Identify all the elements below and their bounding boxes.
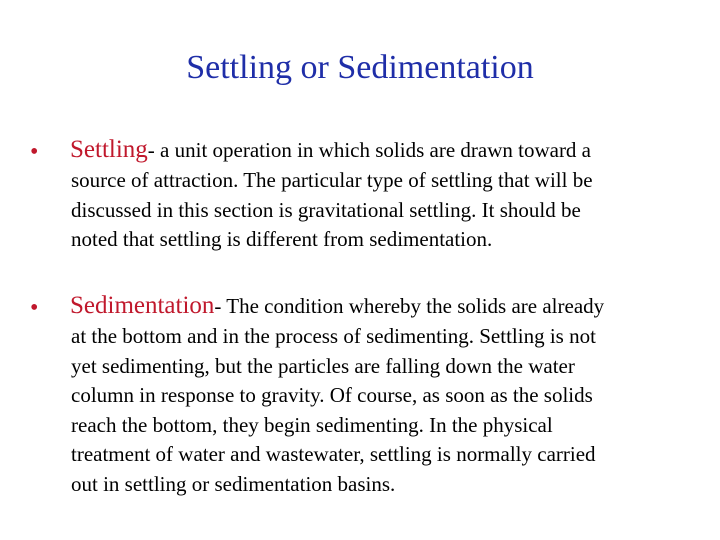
definition-line: yet sedimenting, but the particles are falling down the water [71, 353, 575, 378]
definition-line: reach the bottom, they begin sedimenting. In the physical [71, 412, 553, 437]
bullet-first-line [70, 290, 604, 322]
definition-lead: - The condition whereby the solids are already [214, 294, 605, 318]
definition-line: source of attraction. The particular type of settling that will be [71, 168, 593, 192]
definition-continuation [71, 322, 691, 499]
bullet-first-line [70, 134, 591, 166]
definition-line: noted that settling is different from sedimentation. [71, 227, 493, 251]
bullet-marker: • [30, 295, 39, 321]
term-sedimentation: Sedimentation [70, 292, 215, 319]
definition-line: at the bottom and in the process of sedimenting. Settling is not [71, 324, 596, 348]
definition-line: treatment of water and wastewater, settling is normally carried [71, 442, 596, 466]
definition-continuation [71, 166, 691, 255]
slide-title: Settling or Sedimentation [186, 49, 534, 86]
definition-line: column in response to gravity. Of course, as soon as the solids [71, 383, 593, 407]
term-settling: Settling [70, 136, 148, 163]
definition-line: discussed in this section is gravitational settling. It should be [71, 197, 581, 222]
definition-lead: - a unit operation in which solids are drawn toward a [147, 138, 592, 162]
bullet-marker: • [30, 139, 39, 165]
definition-line: out in settling or sedimentation basins. [71, 471, 396, 496]
